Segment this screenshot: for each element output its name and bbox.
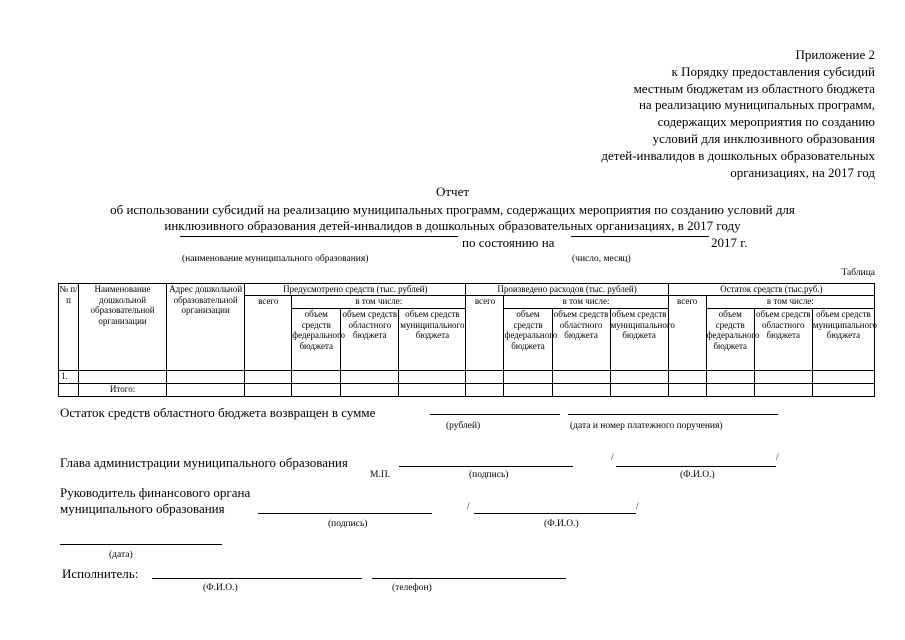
slash: / — [776, 453, 779, 463]
slash: / — [467, 502, 470, 512]
header-federal: объем средств федерального бюджета — [504, 309, 552, 371]
table-cell[interactable] — [341, 371, 399, 384]
header-number: № п/п — [59, 284, 79, 371]
table-cell[interactable] — [504, 384, 552, 397]
header-balance: Остаток средств (тыс.руб.) — [668, 284, 874, 296]
header-spent: Произведено расходов (тыс. рублей) — [466, 284, 668, 296]
appendix-line: Приложение 2 — [795, 47, 875, 62]
table-row — [59, 371, 875, 384]
sum-blank[interactable] — [430, 414, 560, 415]
header-municipal: объем средств муниципального бюджета — [399, 309, 466, 371]
table-cell[interactable] — [466, 371, 504, 384]
table-cell[interactable] — [245, 384, 292, 397]
returned-label: Остаток средств областного бюджета возвращен в сумме — [60, 405, 376, 420]
table-cell[interactable] — [706, 384, 754, 397]
report-table — [58, 283, 878, 397]
report-title: Отчет — [435, 184, 470, 199]
table-cell[interactable] — [504, 371, 552, 384]
header-total: всего — [245, 296, 292, 371]
table-cell[interactable] — [812, 371, 874, 384]
header-regional: объем средств областного бюджета — [754, 309, 812, 371]
fin-head-label-1: Руководитель финансового органа — [60, 485, 251, 500]
fio-note: (Ф.И.О.) — [544, 519, 579, 529]
header-federal: объем средств федерального бюджета — [706, 309, 754, 371]
executor-label: Исполнитель: — [62, 566, 139, 581]
table-cell[interactable] — [79, 371, 167, 384]
table-cell[interactable] — [399, 384, 466, 397]
table-cell[interactable] — [59, 384, 79, 397]
header-municipal: объем средств муниципального бюджета — [812, 309, 874, 371]
payment-note: (дата и номер платежного поручения) — [570, 421, 723, 431]
fio-note: (Ф.И.О.) — [203, 583, 238, 593]
signature-note: (подпись) — [328, 519, 368, 529]
head-label: Глава администрации муниципального образования — [60, 455, 348, 470]
table-cell[interactable] — [292, 371, 341, 384]
appendix-line: детей-инвалидов в дошкольных образовательных — [601, 147, 875, 163]
report-subtitle — [0, 202, 905, 234]
as-of-label: по состоянию на — [462, 235, 555, 250]
table-cell[interactable] — [292, 384, 341, 397]
appendix-line: местным бюджетам из областного бюджета — [633, 80, 875, 96]
table-caption: Таблица — [841, 268, 875, 278]
appendix-line: на реализацию муниципальных программ, — [638, 97, 875, 113]
fin-head-label-2: муниципального образования — [60, 501, 225, 516]
subtitle-line: инклюзивного образования детей-инвалидов в дошкольных образовательных организациях, в 2017 году — [164, 218, 741, 233]
table-cell[interactable] — [466, 384, 504, 397]
table-cell[interactable] — [668, 384, 706, 397]
table-cell[interactable] — [754, 384, 812, 397]
executor-fio-blank[interactable] — [152, 578, 362, 579]
appendix-line: содержащих мероприятия по созданию — [657, 114, 875, 130]
header-regional: объем средств областного бюджета — [341, 309, 399, 371]
date-note: (дата) — [109, 550, 133, 560]
table-cell[interactable] — [668, 371, 706, 384]
slash: / — [636, 502, 639, 512]
header-including: в том числе: — [504, 296, 668, 309]
slash: / — [611, 453, 614, 463]
header-total: всего — [466, 296, 504, 371]
municipality-blank[interactable] — [180, 236, 458, 237]
appendix-header — [515, 47, 875, 181]
table-cell[interactable] — [399, 371, 466, 384]
date-signed-blank[interactable] — [60, 544, 222, 545]
header-total: всего — [668, 296, 706, 371]
appendix-line: к Порядку предоставления субсидий — [671, 63, 875, 79]
date-note: (число, месяц) — [572, 254, 631, 264]
signature-note: (подпись) — [469, 470, 509, 480]
table-cell[interactable] — [341, 384, 399, 397]
total-label: Итого: — [79, 384, 167, 397]
fin-signature-blank[interactable] — [258, 513, 432, 514]
table-cell[interactable] — [706, 371, 754, 384]
header-planned: Предусмотрено средств (тыс. рублей) — [245, 284, 466, 296]
header-org-name: Наименование дошкольной образовательной организации — [79, 284, 167, 371]
header-including: в том числе: — [292, 296, 466, 309]
table-cell[interactable] — [754, 371, 812, 384]
executor-phone-blank[interactable] — [372, 578, 566, 579]
header-org-address: Адрес дошкольной образовательной организации — [167, 284, 245, 371]
year-label: 2017 г. — [711, 235, 748, 250]
rubles-note: (рублей) — [446, 421, 481, 431]
header-regional: объем средств областного бюджета — [552, 309, 610, 371]
total-row — [59, 384, 875, 397]
head-fio-blank[interactable] — [616, 466, 776, 467]
fio-note: (Ф.И.О.) — [680, 470, 715, 480]
row-number: 1. — [59, 371, 79, 384]
table-cell[interactable] — [167, 371, 245, 384]
subtitle-line: об использовании субсидий на реализацию муниципальных программ, содержащих мероприятия по созданию условий для — [110, 202, 795, 217]
date-blank[interactable] — [571, 236, 709, 237]
mp-note: М.П. — [370, 470, 391, 480]
appendix-line: организациях, на 2017 год — [730, 164, 875, 180]
header-municipal: объем средств муниципального бюджета — [610, 309, 668, 371]
table-cell[interactable] — [552, 371, 610, 384]
header-federal: объем средств федерального бюджета — [292, 309, 341, 371]
fin-fio-blank[interactable] — [474, 513, 636, 514]
phone-note: (телефон) — [392, 583, 432, 593]
table-cell[interactable] — [245, 371, 292, 384]
table-cell[interactable] — [167, 384, 245, 397]
head-signature-blank[interactable] — [399, 466, 573, 467]
table-cell[interactable] — [812, 384, 874, 397]
table-cell[interactable] — [610, 384, 668, 397]
payment-blank[interactable] — [568, 414, 778, 415]
table-cell[interactable] — [552, 384, 610, 397]
header-including: в том числе: — [706, 296, 874, 309]
table-cell[interactable] — [610, 371, 668, 384]
municipality-note: (наименование муниципального образования) — [182, 254, 369, 264]
appendix-line: условий для инклюзивного образования — [652, 130, 875, 146]
